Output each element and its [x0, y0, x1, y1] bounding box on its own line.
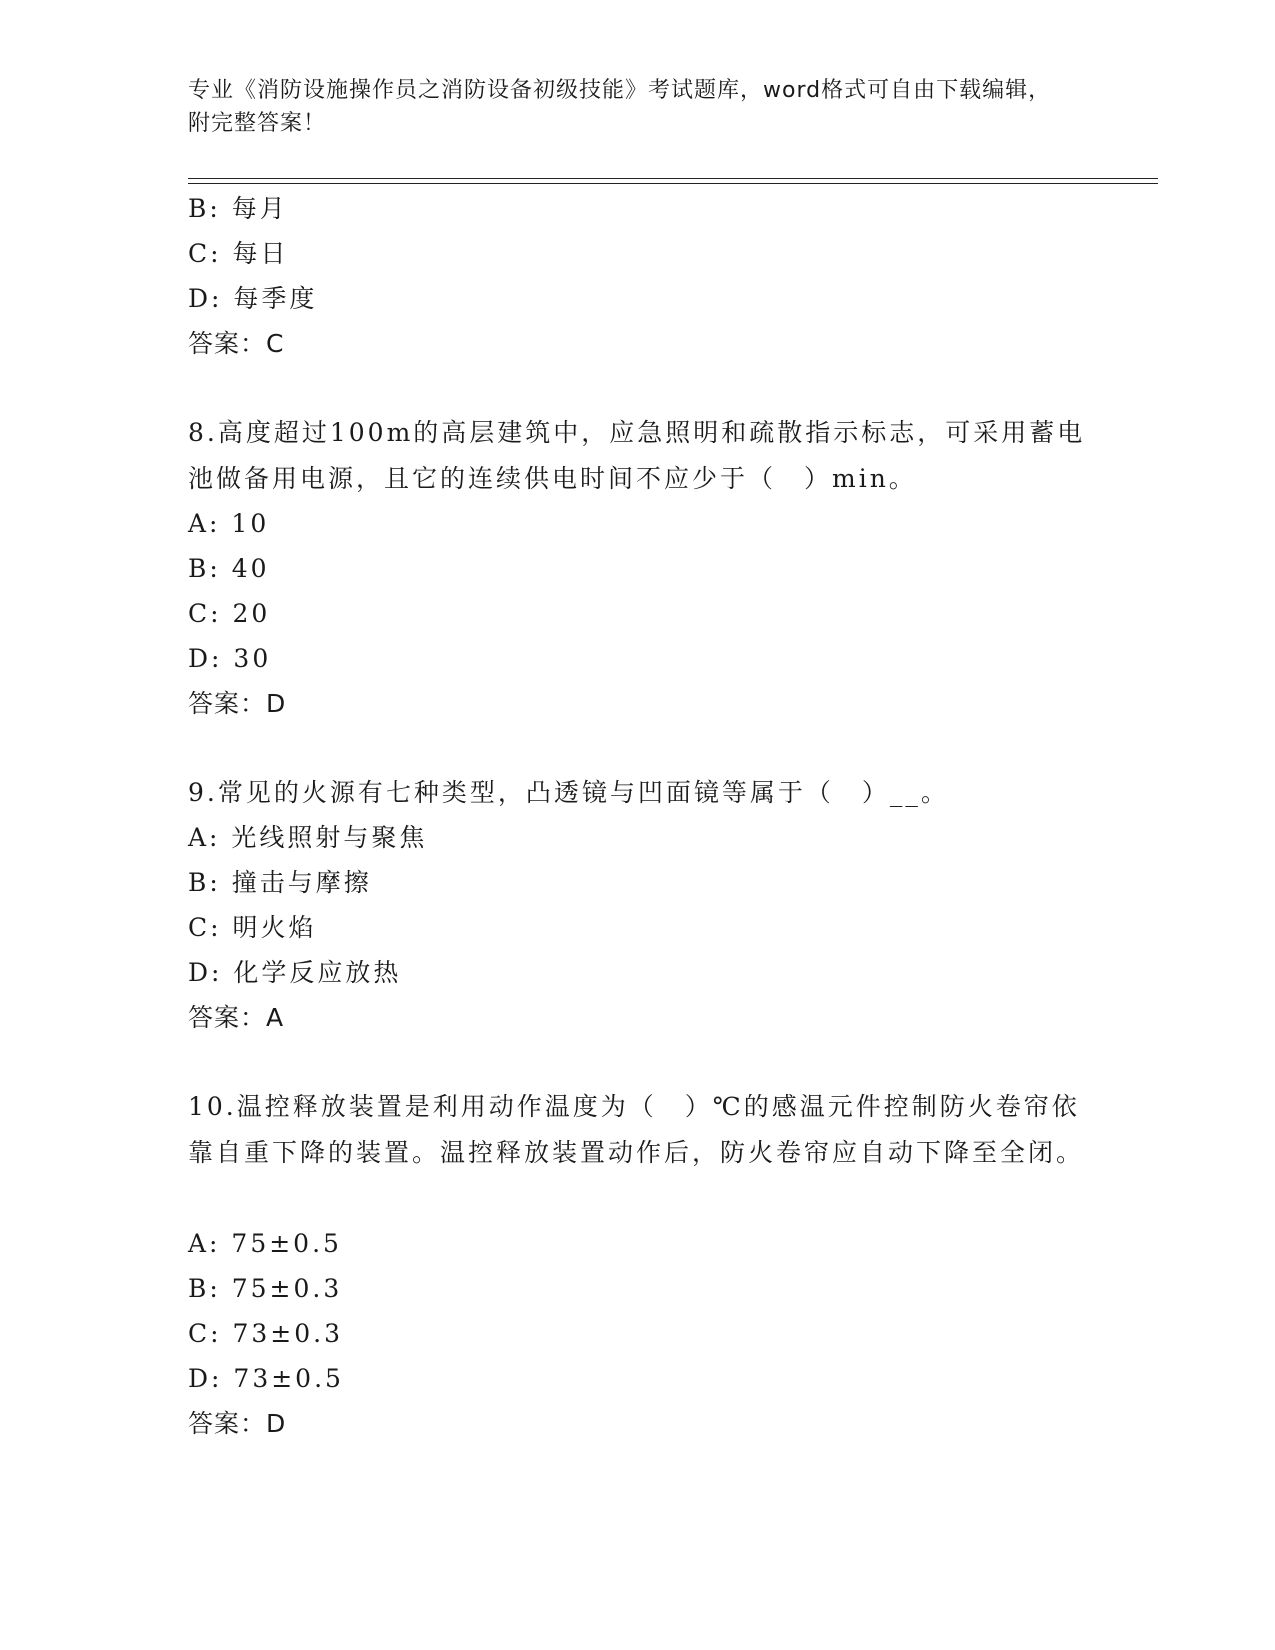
- answer: 答案：D: [188, 1409, 287, 1438]
- option-b: B: 每月: [188, 194, 288, 223]
- answer: 答案：C: [188, 329, 285, 358]
- header-divider-top: [188, 178, 1158, 179]
- question-10-text: 10.温控释放装置是利用动作温度为（ ）℃的感温元件控制防火卷帘依靠自重下降的装置。温控释放装置动作后，防火卷帘应自动下降至全闭。: [188, 1092, 1085, 1167]
- option-b: B: 75±0.3: [188, 1274, 343, 1303]
- answer: 答案：A: [188, 1003, 285, 1032]
- option-b: B: 撞击与摩擦: [188, 868, 372, 897]
- option-c: C: 20: [188, 599, 271, 628]
- document-header: 专业《消防设施操作员之消防设备初级技能》考试题库，word格式可自由下载编辑，附完整答案！: [188, 78, 1052, 136]
- option-d: D: 73±0.5: [188, 1364, 344, 1393]
- answer: 答案：D: [188, 689, 287, 718]
- option-d: D: 30: [188, 644, 272, 673]
- option-b: B: 40: [188, 554, 270, 583]
- question-9-text: 9.常见的火源有七种类型，凸透镜与凹面镜等属于（ ）__。: [188, 778, 949, 807]
- header-divider-bottom: [188, 183, 1158, 184]
- option-a: A: 10: [188, 509, 270, 538]
- option-d: D: 每季度: [188, 284, 318, 313]
- option-c: C: 73±0.3: [188, 1319, 344, 1348]
- question-8-text: 8.高度超过100m的高层建筑中，应急照明和疏散指示标志，可采用蓄电池做备用电源，且它的连续供电时间不应少于（ ）min。: [188, 418, 1086, 493]
- option-d: D: 化学反应放热: [188, 958, 402, 987]
- option-c: C: 明火焰: [188, 913, 317, 942]
- option-c: C: 每日: [188, 239, 289, 268]
- option-a: A: 光线照射与聚焦: [188, 823, 428, 852]
- option-a: A: 75±0.5: [188, 1229, 342, 1258]
